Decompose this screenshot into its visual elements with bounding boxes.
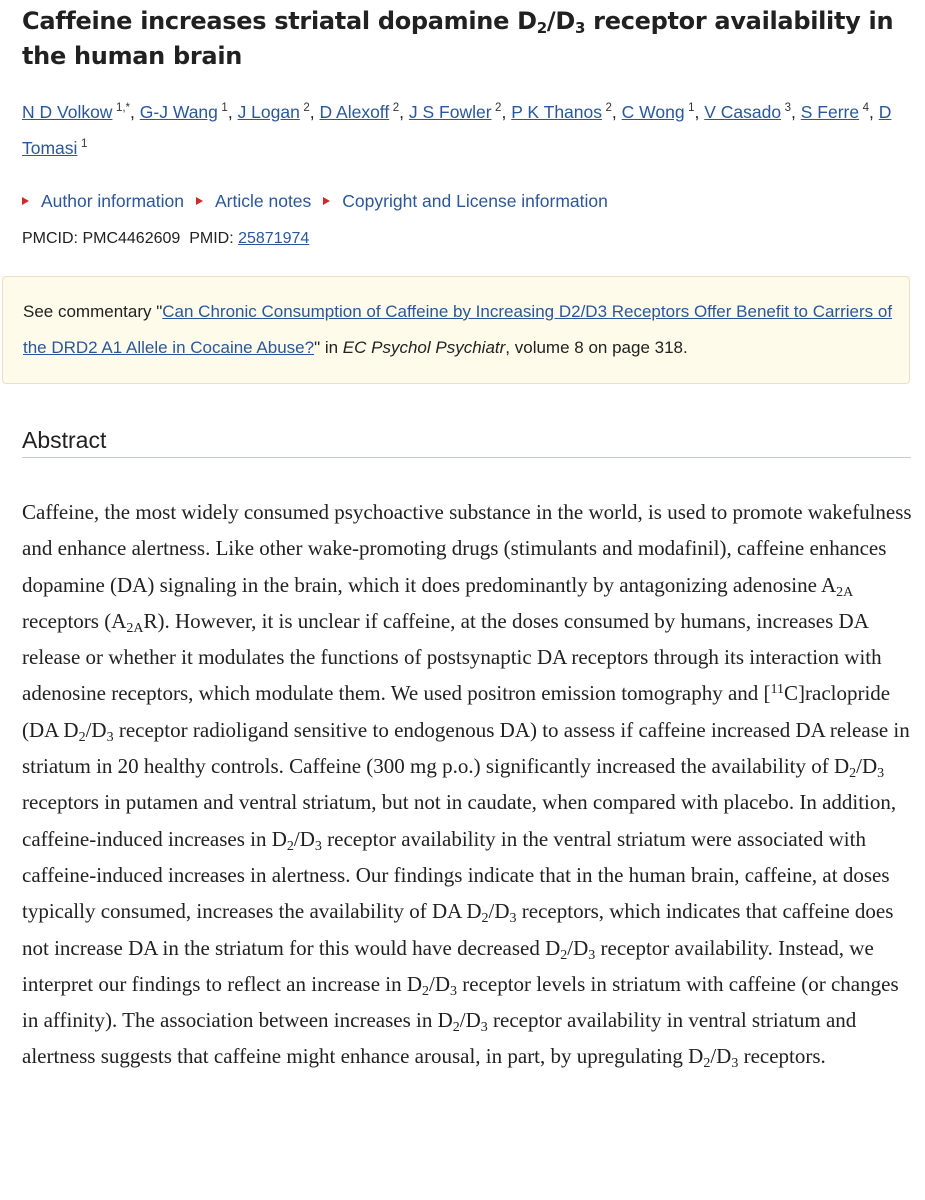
author-link[interactable]: V Casado [704, 102, 782, 122]
author-list: N D Volkow $^{1,*}$, G-J Wang $^1$, J Logan $^2$, D Alexoff $^2$, J S Fowler $^2$, P K Thanos $^2$, C Wong $^1$, V Casado $^3$, S Ferre $^4$, D Tomasi $^1$ [22, 102, 892, 158]
author-link[interactable]: D Tomasi [22, 102, 892, 158]
author-affiliation: 4 [862, 102, 870, 115]
author-link[interactable]: P K Thanos [511, 102, 602, 122]
author-affiliation: 3 [784, 102, 791, 115]
expand-triangle-icon [196, 197, 203, 205]
commentary-notice [2, 276, 910, 384]
abstract-heading: Abstract [22, 427, 107, 453]
author-affiliation: 2 [605, 102, 612, 115]
author-affiliation: 1 [221, 102, 228, 115]
article-notes-toggle[interactable]: Article notes [196, 189, 311, 213]
author-link[interactable]: D Alexoff [319, 102, 390, 122]
article-identifiers [22, 227, 309, 251]
expand-triangle-icon [22, 197, 29, 205]
commentary-journal: EC Psychol Psychiatr [342, 338, 506, 357]
author-link[interactable]: N D Volkow [22, 102, 113, 122]
author-link[interactable]: C Wong [621, 102, 685, 122]
author-affiliation: 2 [392, 102, 400, 115]
author-affiliation: 1 [80, 138, 88, 151]
commentary-link[interactable]: Can Chronic Consumption of Caffeine by Increasing D2/D3 Receptors Offer Benefit to Carriers of the DRD2 A1 Allele in Cocaine Abuse? [23, 302, 893, 357]
abstract-text: Caffeine, the most widely consumed psychoactive substance in the world, is used to promote wakefulness and enhance alertness. Like other wake-promoting drugs (stimulants and modafinil), caffeine enhances dopamine (DA) signaling in the brain, which it does predominantly by antagonizing adenosine $A_{2A}$ receptors $(A_{2A}R)$. However, it is unclear if caffeine, at the doses consumed by humans, increases DA release or whether it modulates the functions of postsynaptic DA receptors through its interaction with adenosine receptors, which modulate them. We used positron emission tomography and [$^{11}$C]raclopride (DA $D_2/D_3$ receptor radioligand sensitive to endogenous DA) to assess if caffeine increased DA release in striatum in 20 healthy controls. Caffeine (300 mg p.o.) significantly increased the availability of $D_2/D_3$ receptors in putamen and ventral striatum, but not in caudate, when compared with placebo. In addition, caffeine-induced increases in $D_2/D_3$ receptor availability in the ventral striatum were associated with caffeine-induced increases in alertness. Our findings indicate that in the human brain, caffeine, at doses typically consumed, increases the availability of DA $D_2/D_3$ receptors, which indicates that caffeine does not increase DA in the striatum for this would have decreased $D_2/D_3$ receptor availability. Instead, we interpret our findings to reflect an increase in $D_2/D_3$ receptor levels in striatum with caffeine (or changes in affinity). The association between increases in $D_2/D_3$ receptor availability in ventral striatum and alertness suggests that caffeine might enhance arousal, in part, by upregulating $D_2/D_3$ receptors. [22, 500, 912, 1072]
author-link[interactable]: J Logan [237, 102, 300, 122]
pmid-label: PMID: [189, 230, 234, 247]
author-affiliation: 1,* [115, 102, 131, 115]
author-link[interactable]: J S Fowler [408, 102, 492, 122]
pmcid-value: PMC4462609 [82, 230, 181, 247]
author-affiliation: 1 [688, 102, 695, 115]
article-info-links [22, 189, 608, 213]
article-title: Caffeine increases striatal dopamine $D_2/D_3$ receptor availability in the human brain [22, 7, 894, 70]
pmcid-label: PMCID: [22, 230, 78, 247]
author-affiliation: 2 [303, 102, 310, 115]
author-link[interactable]: S Ferre [800, 102, 860, 122]
commentary-text: See commentary "Can Chronic Consumption of Caffeine by Increasing D2/D3 Receptors Offer Benefit to Carriers of the DRD2 A1 Allele in Cocaine Abuse?" in EC Psychol Psychiatr, volume 8 on page 318. [23, 302, 893, 357]
abstract-divider [22, 457, 911, 458]
expand-triangle-icon [323, 197, 330, 205]
author-link[interactable]: G-J Wang [139, 102, 218, 122]
author-information-toggle[interactable]: Author information [22, 189, 184, 213]
pmid-link[interactable]: 25871974 [238, 230, 310, 247]
copyright-license-toggle[interactable]: Copyright and License information [323, 189, 608, 213]
author-affiliation: 2 [495, 102, 502, 115]
